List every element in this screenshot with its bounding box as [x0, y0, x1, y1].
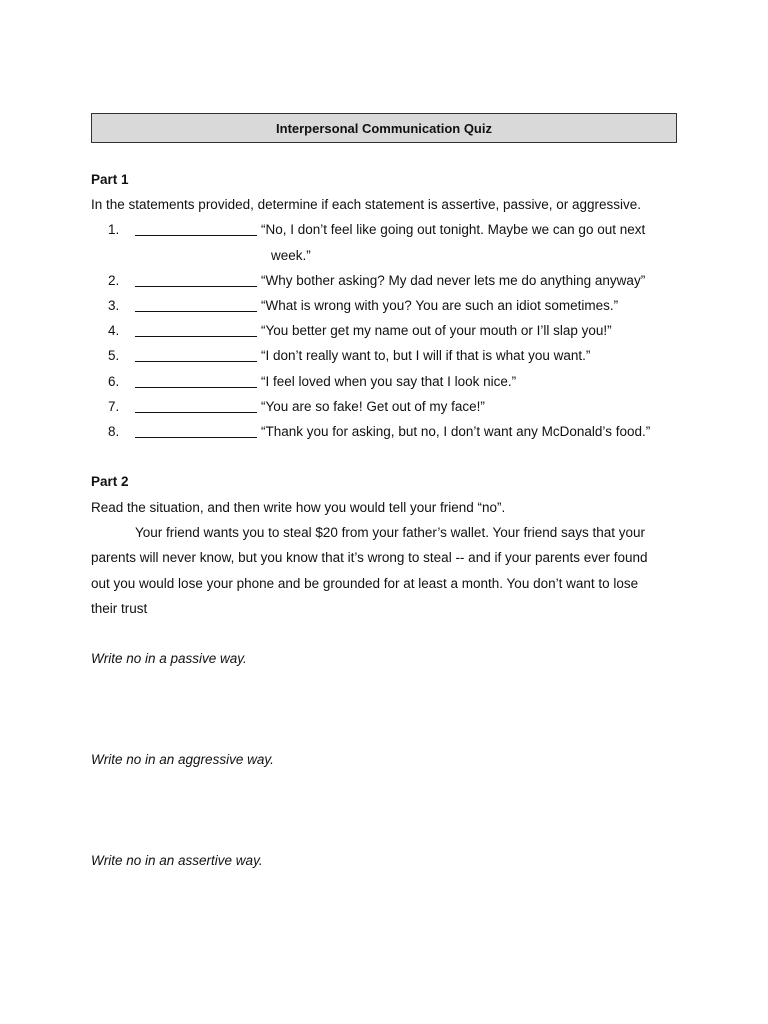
item-number: 2.	[108, 273, 120, 288]
part1-instructions: In the statements provided, determine if each statement is assertive, passive, or aggressive.	[91, 197, 642, 212]
answer-blank	[135, 386, 257, 388]
answer-blank	[135, 411, 257, 413]
item-number: 5.	[108, 348, 120, 363]
item-statement-continuation: week.”	[271, 248, 311, 263]
answer-blank	[135, 360, 257, 362]
item-number: 3.	[108, 298, 120, 313]
item-statement: “I feel loved when you say that I look nice.”	[261, 374, 517, 389]
item-statement: “You better get my name out of your mouth or I’ll slap you!”	[261, 323, 612, 338]
item-statement: “Thank you for asking, but no, I don’t want any McDonald’s food.”	[261, 424, 651, 439]
answer-blank	[135, 335, 257, 337]
item-statement: “I don’t really want to, but I will if that is what you want.”	[261, 348, 591, 363]
item-statement: “You are so fake! Get out of my face!”	[261, 399, 485, 414]
answer-blank	[135, 234, 257, 236]
item-number: 8.	[108, 424, 120, 439]
situation-line: out you would lose your phone and be grounded for at least a month. You don’t want to lose	[91, 576, 639, 591]
answer-blank	[135, 285, 257, 287]
item-statement: “No, I don’t feel like going out tonight. Maybe we can go out next	[261, 222, 646, 237]
situation-line: parents will never know, but you know that it’s wrong to steal -- and if your parents ever found	[91, 550, 648, 565]
part2-instructions: Read the situation, and then write how you would tell your friend “no”.	[91, 500, 506, 515]
item-number: 1.	[108, 222, 120, 237]
prompt-assertive: Write no in an assertive way.	[91, 853, 263, 868]
prompt-aggressive: Write no in an aggressive way.	[91, 752, 274, 767]
answer-blank	[135, 310, 257, 312]
item-number: 4.	[108, 323, 120, 338]
prompt-passive: Write no in a passive way.	[91, 651, 247, 666]
item-statement: “What is wrong with you? You are such an idiot sometimes.”	[261, 298, 619, 313]
quiz-title: Interpersonal Communication Quiz	[91, 113, 677, 143]
situation-line: their trust	[91, 601, 148, 616]
part2-heading: Part 2	[91, 474, 129, 489]
situation-line: Your friend wants you to steal $20 from your father’s wallet. Your friend says that your	[135, 525, 646, 540]
item-statement: “Why bother asking? My dad never lets me do anything anyway”	[261, 273, 646, 288]
item-number: 7.	[108, 399, 120, 414]
answer-blank	[135, 436, 257, 438]
part1-heading: Part 1	[91, 172, 129, 187]
item-number: 6.	[108, 374, 120, 389]
